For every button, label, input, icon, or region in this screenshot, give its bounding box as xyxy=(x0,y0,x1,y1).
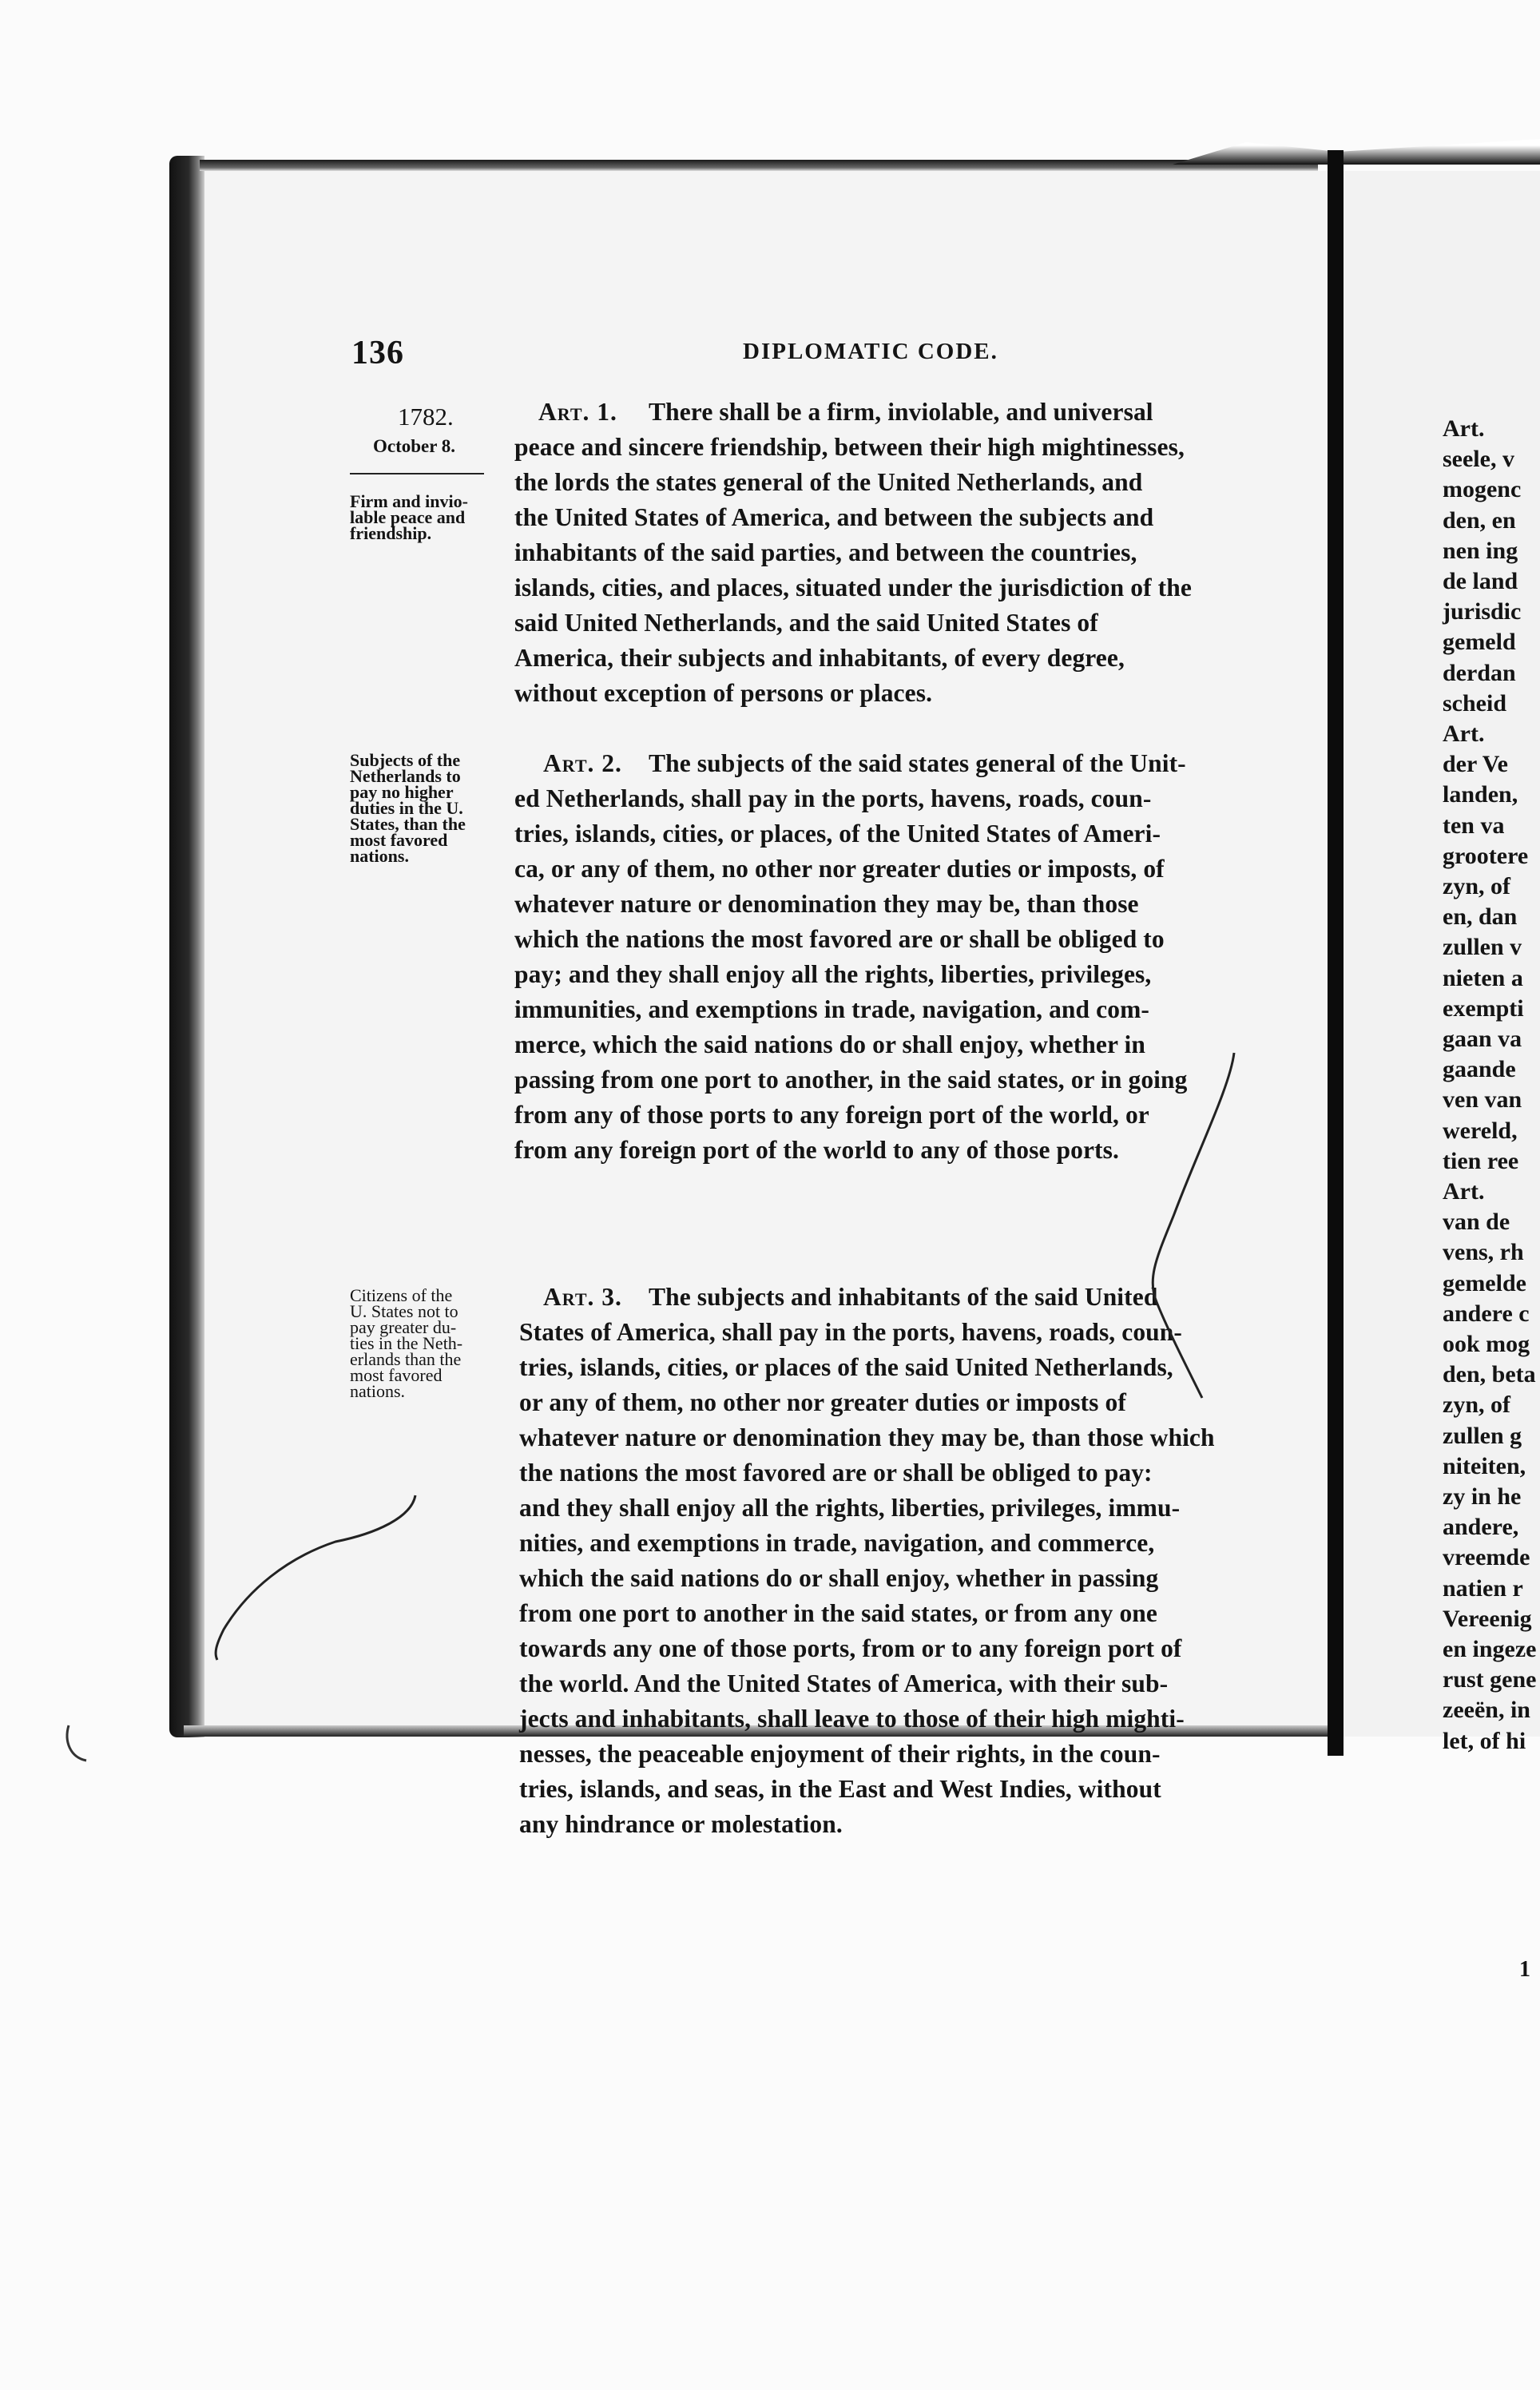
margin-date: October 8. xyxy=(373,436,456,456)
facing-page-line: gaan va xyxy=(1443,1026,1522,1052)
facing-page-line: zeeën, in xyxy=(1443,1697,1530,1724)
facing-page-line: den, beta xyxy=(1443,1361,1536,1388)
article-line: any hindrance or molestation. xyxy=(519,1810,843,1838)
margin-note-line: U. States not to xyxy=(350,1301,458,1321)
article-line: islands, cities, and places, situated under the jurisdiction of the xyxy=(514,574,1192,601)
facing-page-line: ven van xyxy=(1443,1086,1522,1114)
article-line: nities, and exemptions in trade, navigation, and commerce, xyxy=(519,1529,1155,1557)
facing-page-line: andere c xyxy=(1443,1300,1530,1327)
margin-note-line: pay greater du- xyxy=(350,1317,457,1337)
facing-page-line: tien ree xyxy=(1443,1147,1519,1174)
margin-note-line: most favored xyxy=(350,1365,443,1385)
article-line: The subjects of the said states general of the Unit- xyxy=(649,749,1186,777)
facing-page-line: Vereenig xyxy=(1443,1605,1532,1632)
article-line: whatever nature or denomination they may be, than those xyxy=(514,890,1139,918)
book-spine xyxy=(1328,150,1344,1756)
article-line: passing from one port to another, in the said states, or in going xyxy=(514,1066,1188,1094)
article-line: towards any one of those ports, from or to any foreign port of xyxy=(519,1634,1182,1662)
facing-page-line: zy in he xyxy=(1443,1483,1522,1510)
facing-page-line: zyn, of xyxy=(1443,873,1510,899)
article-label: Art. 2. xyxy=(543,749,622,777)
margin-note-line: lable peace and xyxy=(350,507,466,527)
facing-page-line: vreemde xyxy=(1443,1544,1530,1571)
margin-rule xyxy=(350,473,484,474)
facing-page-line: en, dan xyxy=(1443,903,1518,931)
margin-note-netherlands-duties xyxy=(350,752,466,864)
article-line: tries, islands, cities, or places, of the United States of Ameri- xyxy=(514,820,1161,848)
article-label: Art. 1. xyxy=(538,398,617,426)
margin-note-line: pay no higher xyxy=(350,782,454,802)
facing-page-line: ook mog xyxy=(1443,1331,1530,1357)
facing-page-line: seele, v xyxy=(1443,446,1514,473)
article-line: peace and sincere friendship, between their high mightinesses, xyxy=(514,433,1185,461)
article-line: tries, islands, cities, or places of the said United Netherlands, xyxy=(519,1353,1173,1381)
article-line: the United States of America, and between the subjects and xyxy=(514,503,1154,531)
margin-year: 1782. xyxy=(398,403,454,431)
running-head: DIPLOMATIC CODE. xyxy=(743,339,998,364)
facing-page-line: Art. xyxy=(1443,415,1485,442)
facing-page-line: Art. xyxy=(1443,721,1485,747)
article-line: tries, islands, and seas, in the East and West Indies, without xyxy=(519,1775,1161,1803)
facing-page-line: zullen v xyxy=(1443,934,1522,961)
facing-page-line: der Ve xyxy=(1443,751,1508,778)
margin-note-line: Citizens of the xyxy=(350,1285,453,1305)
facing-page-line: let, of hi xyxy=(1443,1727,1526,1754)
facing-page-line: niteiten, xyxy=(1443,1452,1526,1479)
article-line: States of America, shall pay in the ports, havens, roads, coun- xyxy=(519,1318,1183,1346)
facing-page-line: zyn, of xyxy=(1443,1392,1510,1419)
margin-note-line: friendship. xyxy=(350,523,432,543)
facing-page-line: nieten a xyxy=(1443,964,1523,991)
margin-note-line: most favored xyxy=(350,830,448,850)
article-line: nesses, the peaceable enjoyment of their rights, in the coun- xyxy=(519,1740,1161,1768)
article-line: America, their subjects and inhabitants, of every degree, xyxy=(514,644,1125,672)
article-line: inhabitants of the said parties, and between the countries, xyxy=(514,538,1137,566)
margin-note-line: nations. xyxy=(350,1381,406,1401)
margin-note-line: Netherlands to xyxy=(350,766,461,786)
facing-page-line: gaande xyxy=(1443,1056,1516,1083)
article-line: whatever nature or denomination they may be, than those which xyxy=(519,1423,1215,1451)
facing-page-line: van de xyxy=(1443,1209,1510,1236)
margin-note-line: ties in the Neth- xyxy=(350,1333,463,1353)
margin-note-line: States, than the xyxy=(350,814,466,834)
facing-page-line: jurisdic xyxy=(1443,598,1522,625)
margin-note-line: nations. xyxy=(350,846,409,866)
facing-page-line: scheid xyxy=(1443,689,1507,717)
article-label: Art. 3. xyxy=(543,1283,622,1311)
article-line: which the said nations do or shall enjoy, whether in passing xyxy=(519,1564,1159,1592)
article-line: ed Netherlands, shall pay in the ports, havens, roads, coun- xyxy=(514,784,1152,812)
facing-page-line: vens, rh xyxy=(1443,1239,1524,1266)
facing-page-line: mogenc xyxy=(1443,476,1522,503)
facing-page-line: nen ing xyxy=(1443,537,1518,564)
article-line: There shall be a firm, inviolable, and universal xyxy=(649,398,1153,426)
article-line: from any of those ports to any foreign port of the world, or xyxy=(514,1101,1149,1129)
facing-page-number-fragment: 1 xyxy=(1519,1957,1530,1982)
facing-page-line: landen, xyxy=(1443,781,1518,808)
margin-note-line: Firm and invio- xyxy=(350,491,468,511)
facing-page-line: wereld, xyxy=(1443,1117,1518,1144)
article-line: or any of them, no other nor greater duties or imposts of xyxy=(519,1388,1126,1416)
facing-page-line: gemelde xyxy=(1443,1269,1526,1296)
margin-note-line: erlands than the xyxy=(350,1349,462,1369)
facing-page-line: grootere xyxy=(1443,842,1529,869)
article-line: jects and inhabitants, shall leave to those of their high mighti- xyxy=(519,1705,1185,1733)
facing-page-line: ten va xyxy=(1443,812,1505,839)
article-line: from any foreign port of the world to any of those ports. xyxy=(514,1136,1119,1164)
article-line: pay; and they shall enjoy all the rights, liberties, privileges, xyxy=(514,960,1152,988)
article-line: and they shall enjoy all the rights, liberties, privileges, immu- xyxy=(519,1494,1181,1522)
article-line: the lords the states general of the United Netherlands, and xyxy=(514,468,1143,496)
margin-note-line: Subjects of the xyxy=(350,750,461,770)
facing-page-line: rust gene xyxy=(1443,1666,1537,1693)
article-line: without exception of persons or places. xyxy=(514,679,933,707)
page-number: 136 xyxy=(351,335,404,371)
facing-page-line: derdan xyxy=(1443,659,1516,686)
margin-note-us-citizens-duties xyxy=(350,1285,463,1401)
facing-page-line: en ingeze xyxy=(1443,1636,1537,1662)
facing-page-line: gemeld xyxy=(1443,629,1516,656)
article-line: immunities, and exemptions in trade, navigation, and com- xyxy=(514,995,1149,1023)
facing-page-line: natien r xyxy=(1443,1574,1523,1602)
article-line: said United Netherlands, and the said United States of xyxy=(514,609,1098,637)
article-line: from one port to another in the said states, or from any one xyxy=(519,1599,1158,1627)
article-line: ca, or any of them, no other nor greater duties or imposts, of xyxy=(514,855,1165,883)
article-line: merce, which the said nations do or shall enjoy, whether in xyxy=(514,1030,1145,1058)
article-line: which the nations the most favored are or shall be obliged to xyxy=(514,925,1165,953)
facing-page-line: den, en xyxy=(1443,506,1516,534)
article-line: The subjects and inhabitants of the said United xyxy=(649,1283,1158,1311)
book-top-edge xyxy=(200,160,1318,171)
margin-note-firm-peace xyxy=(350,491,468,543)
article-line: the nations the most favored are or shall be obliged to pay: xyxy=(519,1459,1153,1487)
book-left-edge xyxy=(169,156,204,1737)
margin-note-line: duties in the U. xyxy=(350,798,463,818)
facing-page-line: zullen g xyxy=(1443,1422,1522,1449)
article-line: the world. And the United States of America, with their sub- xyxy=(519,1669,1169,1697)
facing-page-line: Art. xyxy=(1443,1178,1485,1205)
facing-page-line: andere, xyxy=(1443,1514,1519,1541)
facing-page-line: de land xyxy=(1443,568,1518,594)
facing-page-line: exempti xyxy=(1443,995,1524,1022)
